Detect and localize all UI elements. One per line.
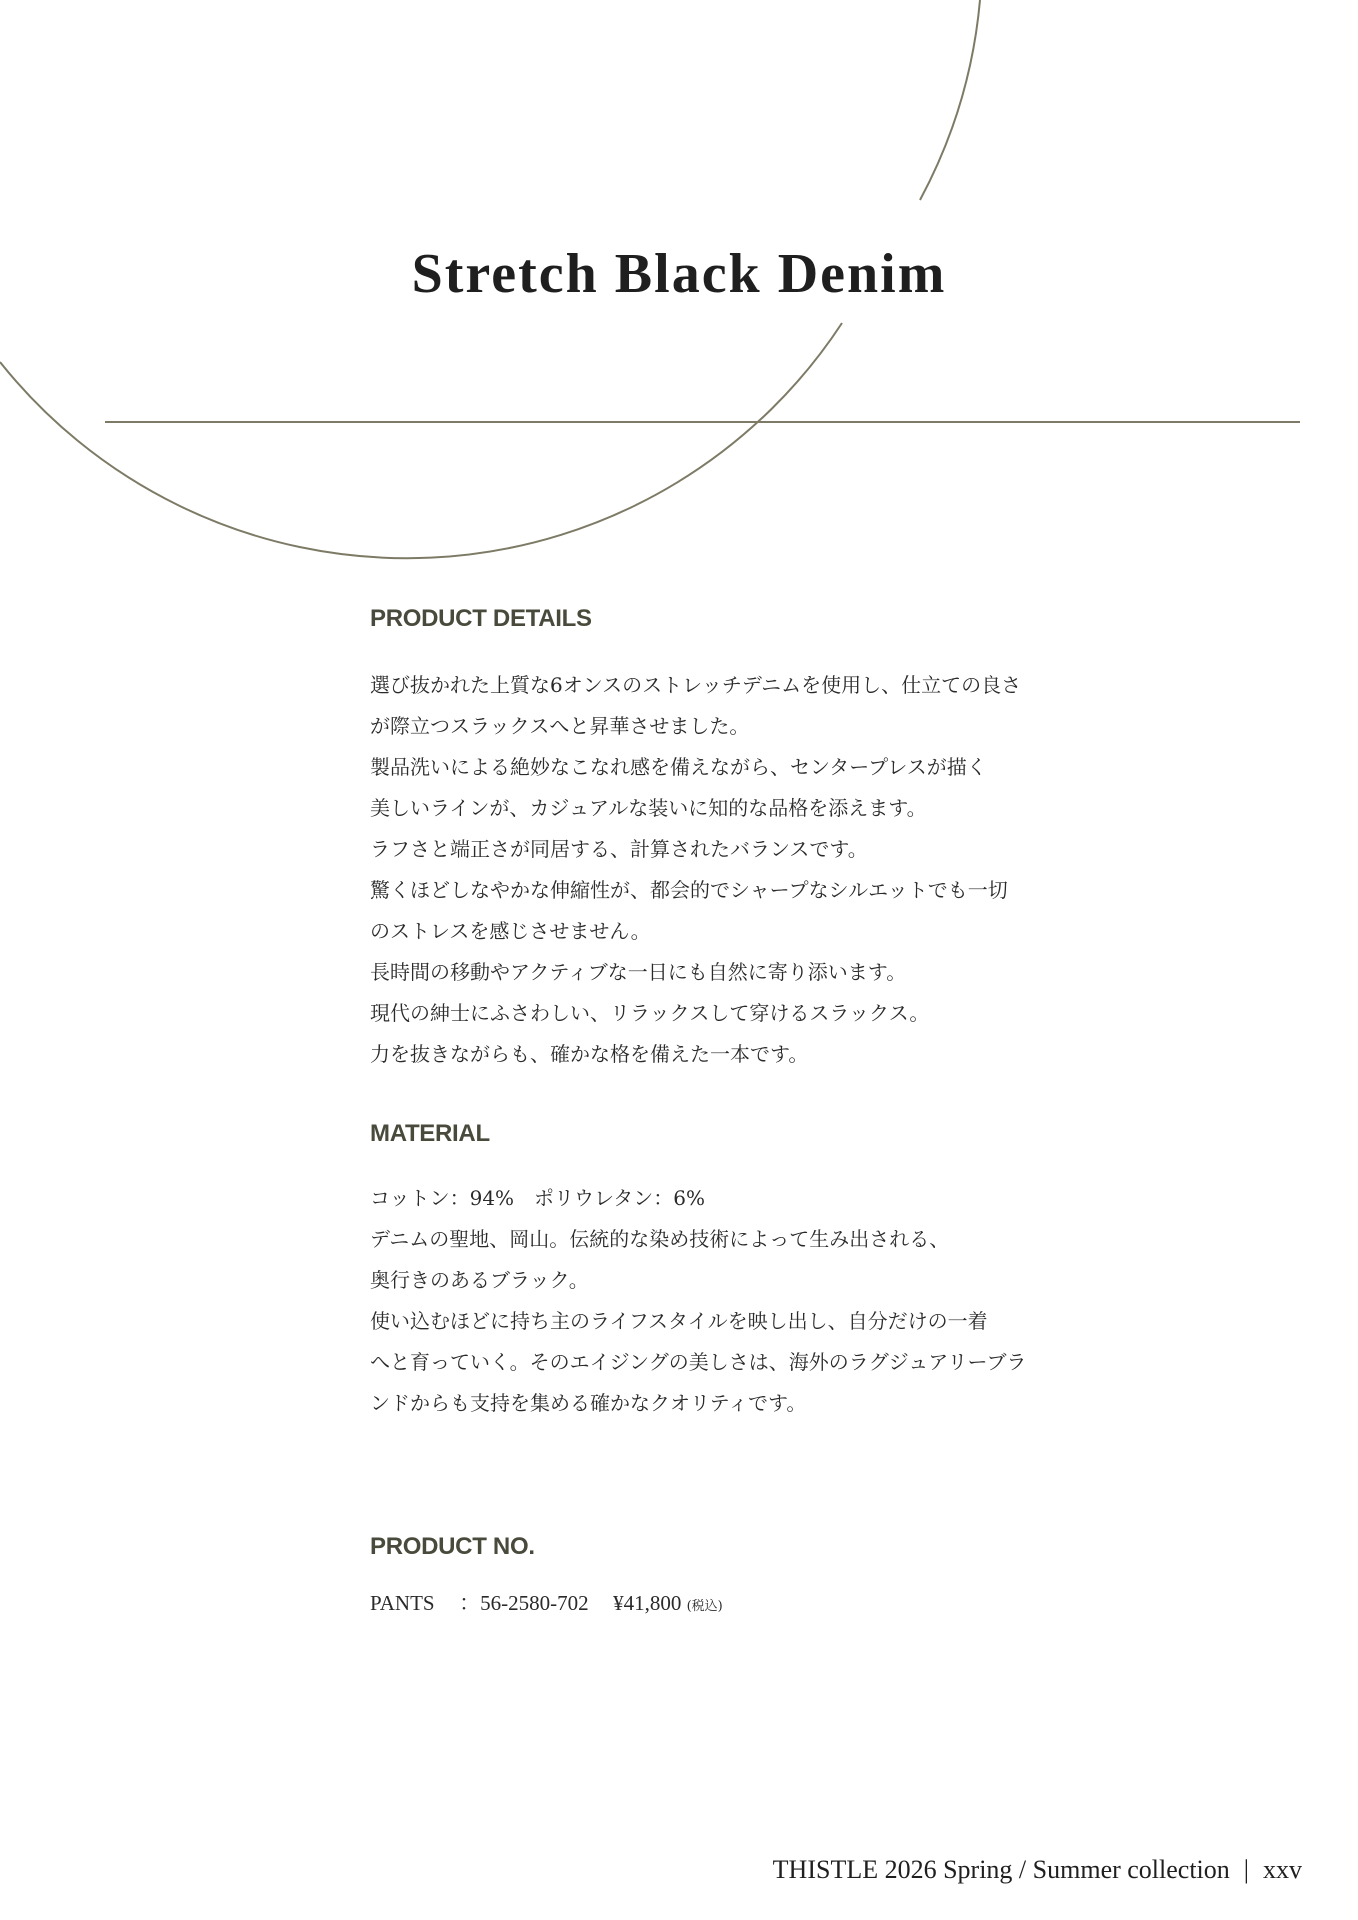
details-line: 製品洗いによる絶妙なこなれ感を備えながら、センタープレスが描く — [370, 755, 987, 779]
collection-name: THISTLE 2026 Spring / Summer collection — [772, 1855, 1230, 1884]
page-number: xxv — [1263, 1855, 1302, 1884]
decorative-arc-right — [920, 0, 980, 200]
details-line: 選び抜かれた上質な6オンスのストレッチデニムを使用し、仕立ての良さ — [370, 673, 1022, 697]
product-code: ：56-2580-702 — [459, 1591, 589, 1615]
product-details-heading: PRODUCT DETAILS — [370, 605, 592, 632]
material-line: 使い込むほどに持ち主のライフスタイルを映し出し、自分だけの一着 — [370, 1309, 988, 1333]
footer-separator: | — [1243, 1855, 1249, 1884]
material-line: コットン：94% ポリウレタン：6% — [370, 1186, 705, 1210]
tax-note: (税込) — [686, 1599, 723, 1614]
details-line: 力を抜きながらも、確かな格を備えた一本です。 — [370, 1042, 809, 1066]
product-price: ¥41,800 — [613, 1591, 682, 1615]
product-label: PANTS — [370, 1591, 435, 1615]
product-number-heading: PRODUCT NO. — [370, 1533, 535, 1560]
details-line: のストレスを感じさせません。 — [370, 919, 651, 943]
page-title: Stretch Black Denim — [411, 243, 947, 305]
material-text — [370, 1178, 1090, 1424]
decorative-arc-left — [0, 323, 842, 558]
material-line: へと育っていく。そのエイジングの美しさは、海外のラグジュアリーブラ — [370, 1350, 1027, 1374]
details-line: ラフさと端正さが同居する、計算されたバランスです。 — [370, 837, 868, 861]
material-line: 奥行きのあるブラック。 — [370, 1268, 589, 1292]
product-number-line — [370, 1587, 1090, 1617]
product-details-text — [370, 665, 1090, 1075]
details-line: 美しいラインが、カジュアルな装いに知的な品格を添えます。 — [370, 796, 927, 820]
page-footer — [773, 1855, 1302, 1885]
details-line: 長時間の移動やアクティブな一日にも自然に寄り添います。 — [370, 960, 907, 984]
material-line: ンドからも支持を集める確かなクオリティです。 — [370, 1391, 807, 1415]
material-line: デニムの聖地、岡山。伝統的な染め技術によって生み出される、 — [370, 1227, 950, 1251]
material-heading: MATERIAL — [370, 1120, 490, 1147]
details-line: が際立つスラックスへと昇華させました。 — [370, 714, 750, 738]
details-line: 驚くほどしなやかな伸縮性が、都会的でシャープなシルエットでも一切 — [370, 878, 1008, 902]
details-line: 現代の紳士にふさわしい、リラックスして穿けるスラックス。 — [370, 1001, 930, 1025]
